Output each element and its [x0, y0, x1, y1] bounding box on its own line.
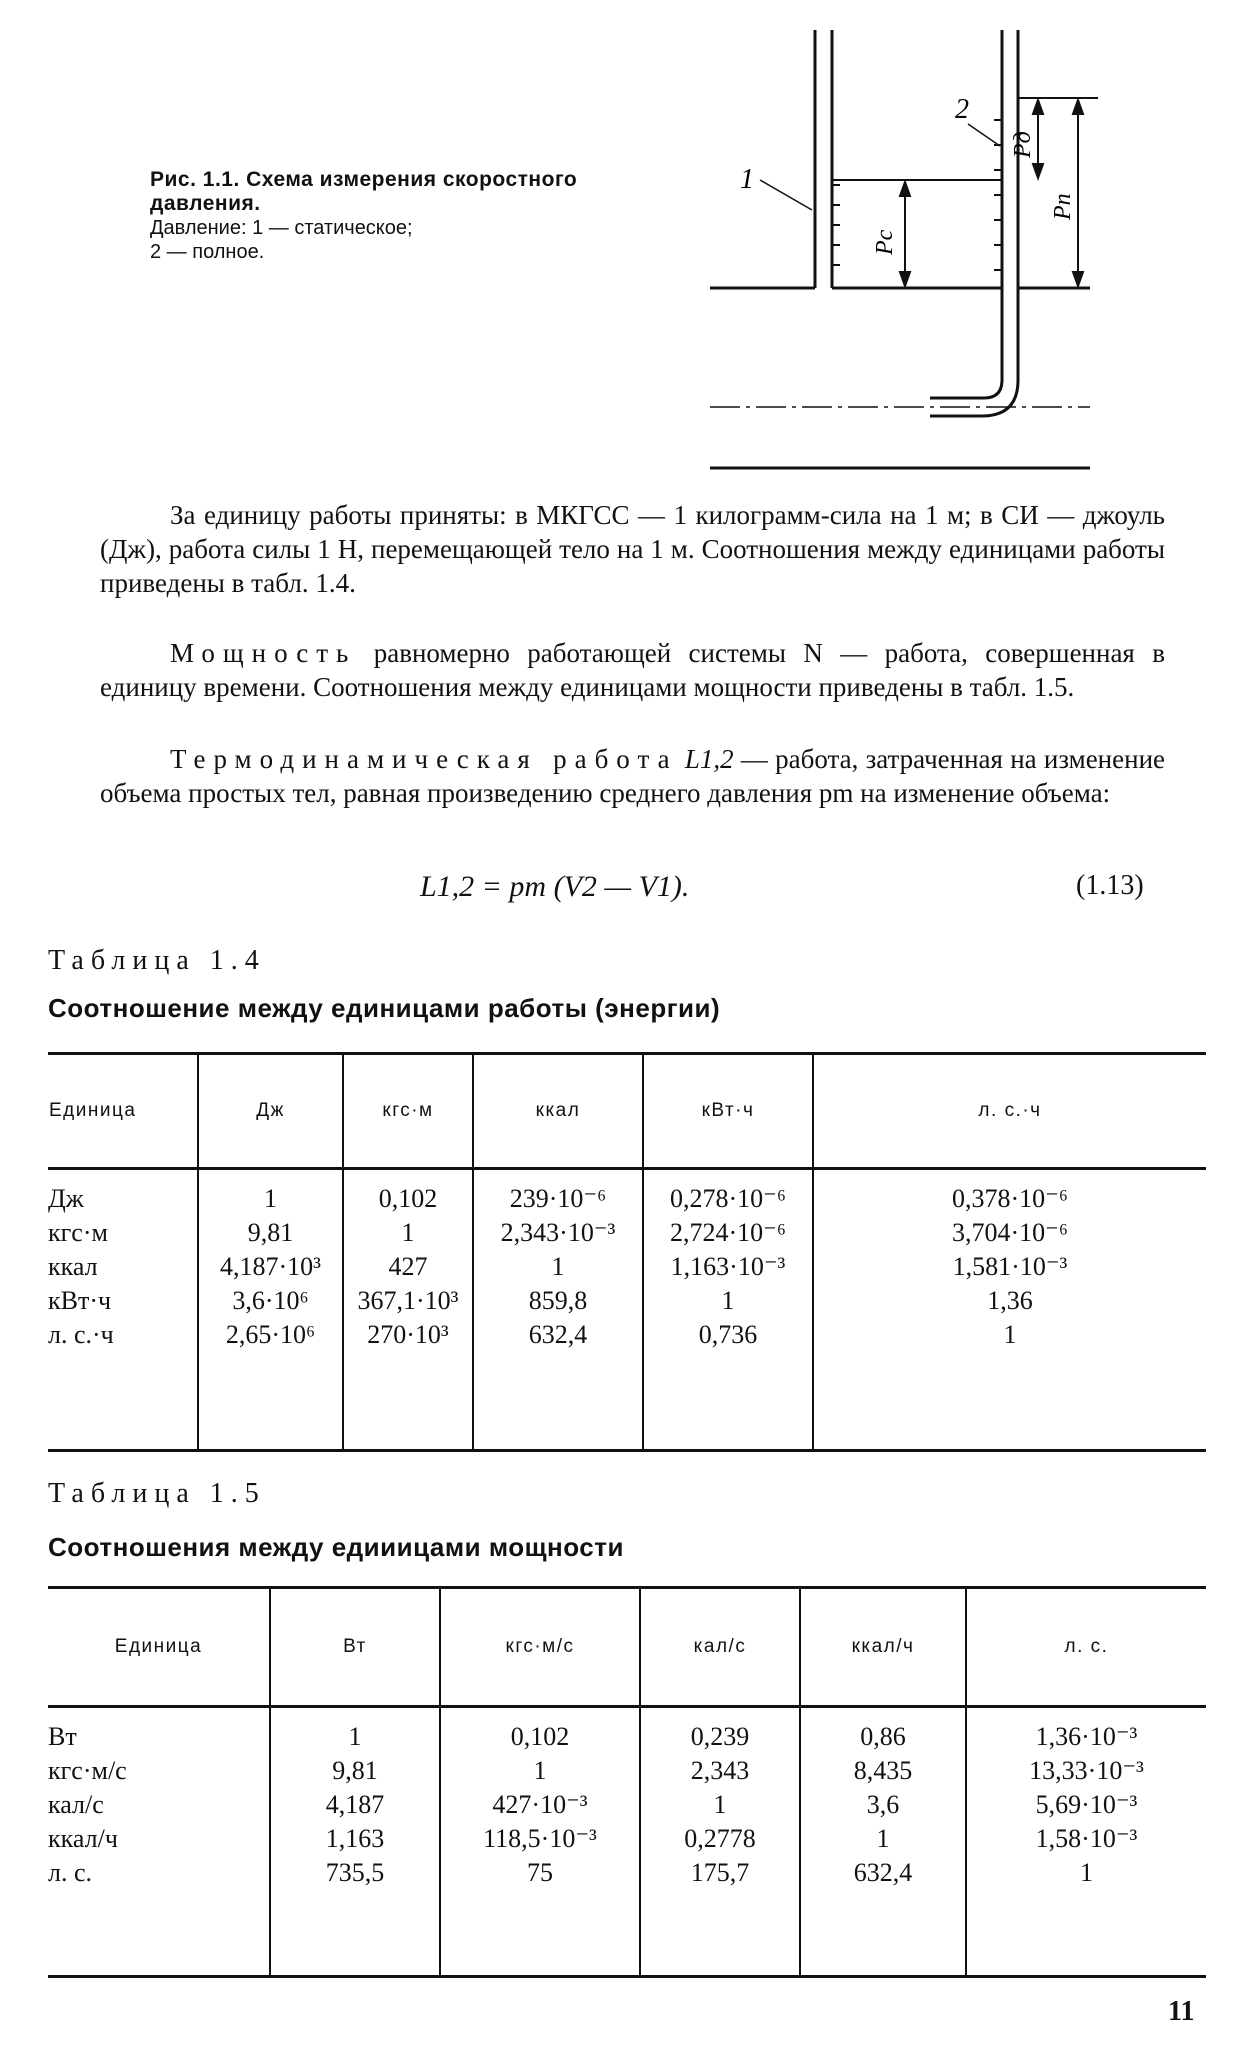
table-cell: 0,378·10⁻⁶: [952, 1184, 1068, 1213]
table-cell: 5,69·10⁻³: [1035, 1790, 1138, 1819]
table-1-4-header: ккал: [473, 1054, 643, 1169]
table-cell: кгс·м/с: [48, 1756, 127, 1785]
table-cell: 427·10⁻³: [492, 1790, 588, 1819]
table-cell: Вт: [48, 1722, 77, 1751]
table-cell: 9,81: [247, 1218, 294, 1247]
table-cell: Дж: [48, 1184, 84, 1213]
table-cell: 367,1·10³: [357, 1286, 459, 1315]
table-1-5-title: Соотношения между едииицами мощности: [48, 1532, 624, 1562]
table-1-4-col-kwh: [643, 1169, 813, 1451]
table-1-5-body: [48, 1707, 1206, 1977]
label-1: 1: [740, 164, 754, 195]
label-2: 2: [955, 94, 969, 125]
table-1-5-label: Таблица 1.5: [48, 1478, 266, 1509]
table-cell: 3,6: [866, 1790, 900, 1819]
caption-title: Рис. 1.1. Схема измерения скоростного давления.: [150, 168, 578, 215]
table-cell: 735,5: [325, 1858, 385, 1887]
label-pp: Pп: [1050, 193, 1076, 220]
table-cell: 0,2778: [684, 1824, 756, 1853]
table-cell: 0,239: [690, 1722, 750, 1751]
term-thermo-work: Термодинамическая работа: [170, 744, 678, 774]
table-cell: 1: [1003, 1320, 1017, 1349]
table-cell: 3,6·10⁶: [232, 1286, 309, 1315]
label-pd: Pд: [1010, 131, 1036, 158]
paragraph-power: [100, 636, 1165, 704]
table-1-5-col-unit: [48, 1707, 270, 1977]
label-pc: Pc: [872, 229, 898, 255]
table-1-4-body: [48, 1169, 1206, 1451]
caption-desc-2: 2 — полное.: [150, 241, 265, 263]
table-cell: 2,65·10⁶: [225, 1320, 316, 1349]
table-1-4-header: Дж: [198, 1054, 343, 1169]
table-1-5-col-hp: [966, 1707, 1206, 1977]
page-number: 11: [1168, 1996, 1195, 2027]
paragraph-power-text: равномерно работающей системы N — работа, совершенная в единицу времени. Соотношения между единицами мощности приведены в табл. 1.5.: [100, 638, 1165, 702]
table-cell: 75: [527, 1858, 553, 1887]
table-cell: 175,7: [690, 1858, 750, 1887]
table-cell: л. с.·ч: [48, 1320, 114, 1349]
table-cell: кВт·ч: [48, 1286, 112, 1315]
table-1-5-col-kgsms: [440, 1707, 640, 1977]
table-1-4-header: Единица: [48, 1054, 198, 1169]
table-1-5-header: кгс·м/с: [440, 1588, 640, 1707]
table-cell: 0,102: [378, 1184, 438, 1213]
table-cell: ккал/ч: [48, 1824, 118, 1853]
table-cell: 0,102: [510, 1722, 570, 1751]
table-1-5-header: ккал/ч: [800, 1588, 966, 1707]
table-cell: л. с.: [48, 1858, 93, 1887]
table-1-5-header-row: [48, 1588, 1206, 1707]
table-1-4-label: Таблица 1.4: [48, 945, 266, 976]
table-1-4-col-kgsm: [343, 1169, 473, 1451]
total-tube-bend-inner: [930, 380, 1002, 398]
table-cell: 1: [1080, 1858, 1093, 1887]
table-cell: 1: [721, 1286, 735, 1315]
table-1-4-header-row: [48, 1054, 1206, 1169]
table-1-4-header: кгс·м: [343, 1054, 473, 1169]
table-cell: 13,33·10⁻³: [1029, 1756, 1144, 1785]
table-cell: ккал: [48, 1252, 98, 1281]
figure-caption: [150, 168, 590, 264]
table-cell: 2,343: [690, 1756, 750, 1785]
table-cell: 1: [348, 1722, 362, 1751]
paragraph-thermo-work-text: — работа, затраченная на изменение объема простых тел, равная произведению среднего давления pm на изменение объема:: [100, 744, 1165, 808]
table-1-5-col-w: [270, 1707, 440, 1977]
table-1-4-col-hph: [813, 1169, 1206, 1451]
table-cell: 3,704·10⁻⁶: [952, 1218, 1068, 1247]
pressure-measurement-diagram: [700, 20, 1100, 480]
table-cell: 1: [551, 1252, 565, 1281]
table-1-5-header: Вт: [270, 1588, 440, 1707]
table-cell: 859,8: [528, 1286, 588, 1315]
table-1-5: [48, 1586, 1206, 1978]
paragraph-thermo-work: [100, 742, 1165, 810]
table-cell: 427: [388, 1252, 428, 1281]
table-cell: 1: [713, 1790, 727, 1819]
table-1-5-col-cals: [640, 1707, 800, 1977]
table-cell: 118,5·10⁻³: [483, 1824, 597, 1853]
paragraph-work-units: За единицу работы приняты: в МКГСС — 1 килограмм-сила на 1 м; в СИ — джоуль (Дж), работа силы 1 Н, перемещающей тело на 1 м. Соотношения между единицами работы приведены в табл. 1.4.: [100, 500, 1165, 598]
table-cell: 1,581·10⁻³: [952, 1252, 1068, 1281]
symbol-l12: L1,2: [677, 744, 734, 774]
formula-number: (1.13): [1076, 870, 1144, 901]
label-2-leader: [968, 124, 1000, 146]
table-cell: 1: [264, 1184, 277, 1213]
formula: L1,2 = pm (V2 — V1).: [420, 870, 690, 903]
table-1-5-col-kcalh: [800, 1707, 966, 1977]
table-1-4: [48, 1052, 1206, 1452]
table-cell: 1,163: [325, 1824, 385, 1853]
table-cell: 632,4: [528, 1320, 588, 1349]
table-cell: 239·10⁻⁶: [509, 1184, 607, 1213]
table-cell: 270·10³: [367, 1320, 449, 1349]
table-cell: 0,86: [860, 1722, 906, 1751]
label-1-leader: [760, 180, 812, 210]
table-cell: 4,187·10³: [220, 1252, 321, 1281]
table-cell: 1,36: [987, 1286, 1033, 1315]
table-cell: кгс·м: [48, 1218, 108, 1247]
table-1-4-col-j: [198, 1169, 343, 1451]
caption-desc-1: Давление: 1 — статическое;: [150, 217, 413, 239]
table-cell: 1: [401, 1218, 415, 1247]
table-1-4-header: л. с.·ч: [813, 1054, 1206, 1169]
table-cell: 1,163·10⁻³: [670, 1252, 786, 1281]
table-1-5-header: л. с.: [966, 1588, 1206, 1707]
term-power: Мощность: [170, 638, 357, 668]
table-cell: 4,187: [325, 1790, 385, 1819]
table-1-4-header: кВт·ч: [643, 1054, 813, 1169]
table-1-5-header: кал/с: [640, 1588, 800, 1707]
table-cell: 2,724·10⁻⁶: [670, 1218, 786, 1247]
table-cell: 1,58·10⁻³: [1035, 1824, 1138, 1853]
table-1-4-title: Соотношение между единицами работы (энергии): [48, 993, 721, 1023]
table-cell: 1,36·10⁻³: [1035, 1722, 1138, 1751]
table-cell: кал/с: [48, 1790, 104, 1819]
table-1-4-col-unit: [48, 1169, 198, 1451]
table-cell: 8,435: [853, 1756, 913, 1785]
table-cell: 0,278·10⁻⁶: [670, 1184, 786, 1213]
table-cell: 1: [876, 1824, 890, 1853]
table-1-4-col-kcal: [473, 1169, 643, 1451]
table-cell: 632,4: [853, 1858, 913, 1887]
table-cell: 0,736: [698, 1320, 758, 1349]
table-cell: 9,81: [332, 1756, 378, 1785]
table-1-5-header: Единица: [48, 1588, 270, 1707]
table-cell: 2,343·10⁻³: [500, 1218, 616, 1247]
table-cell: 1: [533, 1756, 547, 1785]
